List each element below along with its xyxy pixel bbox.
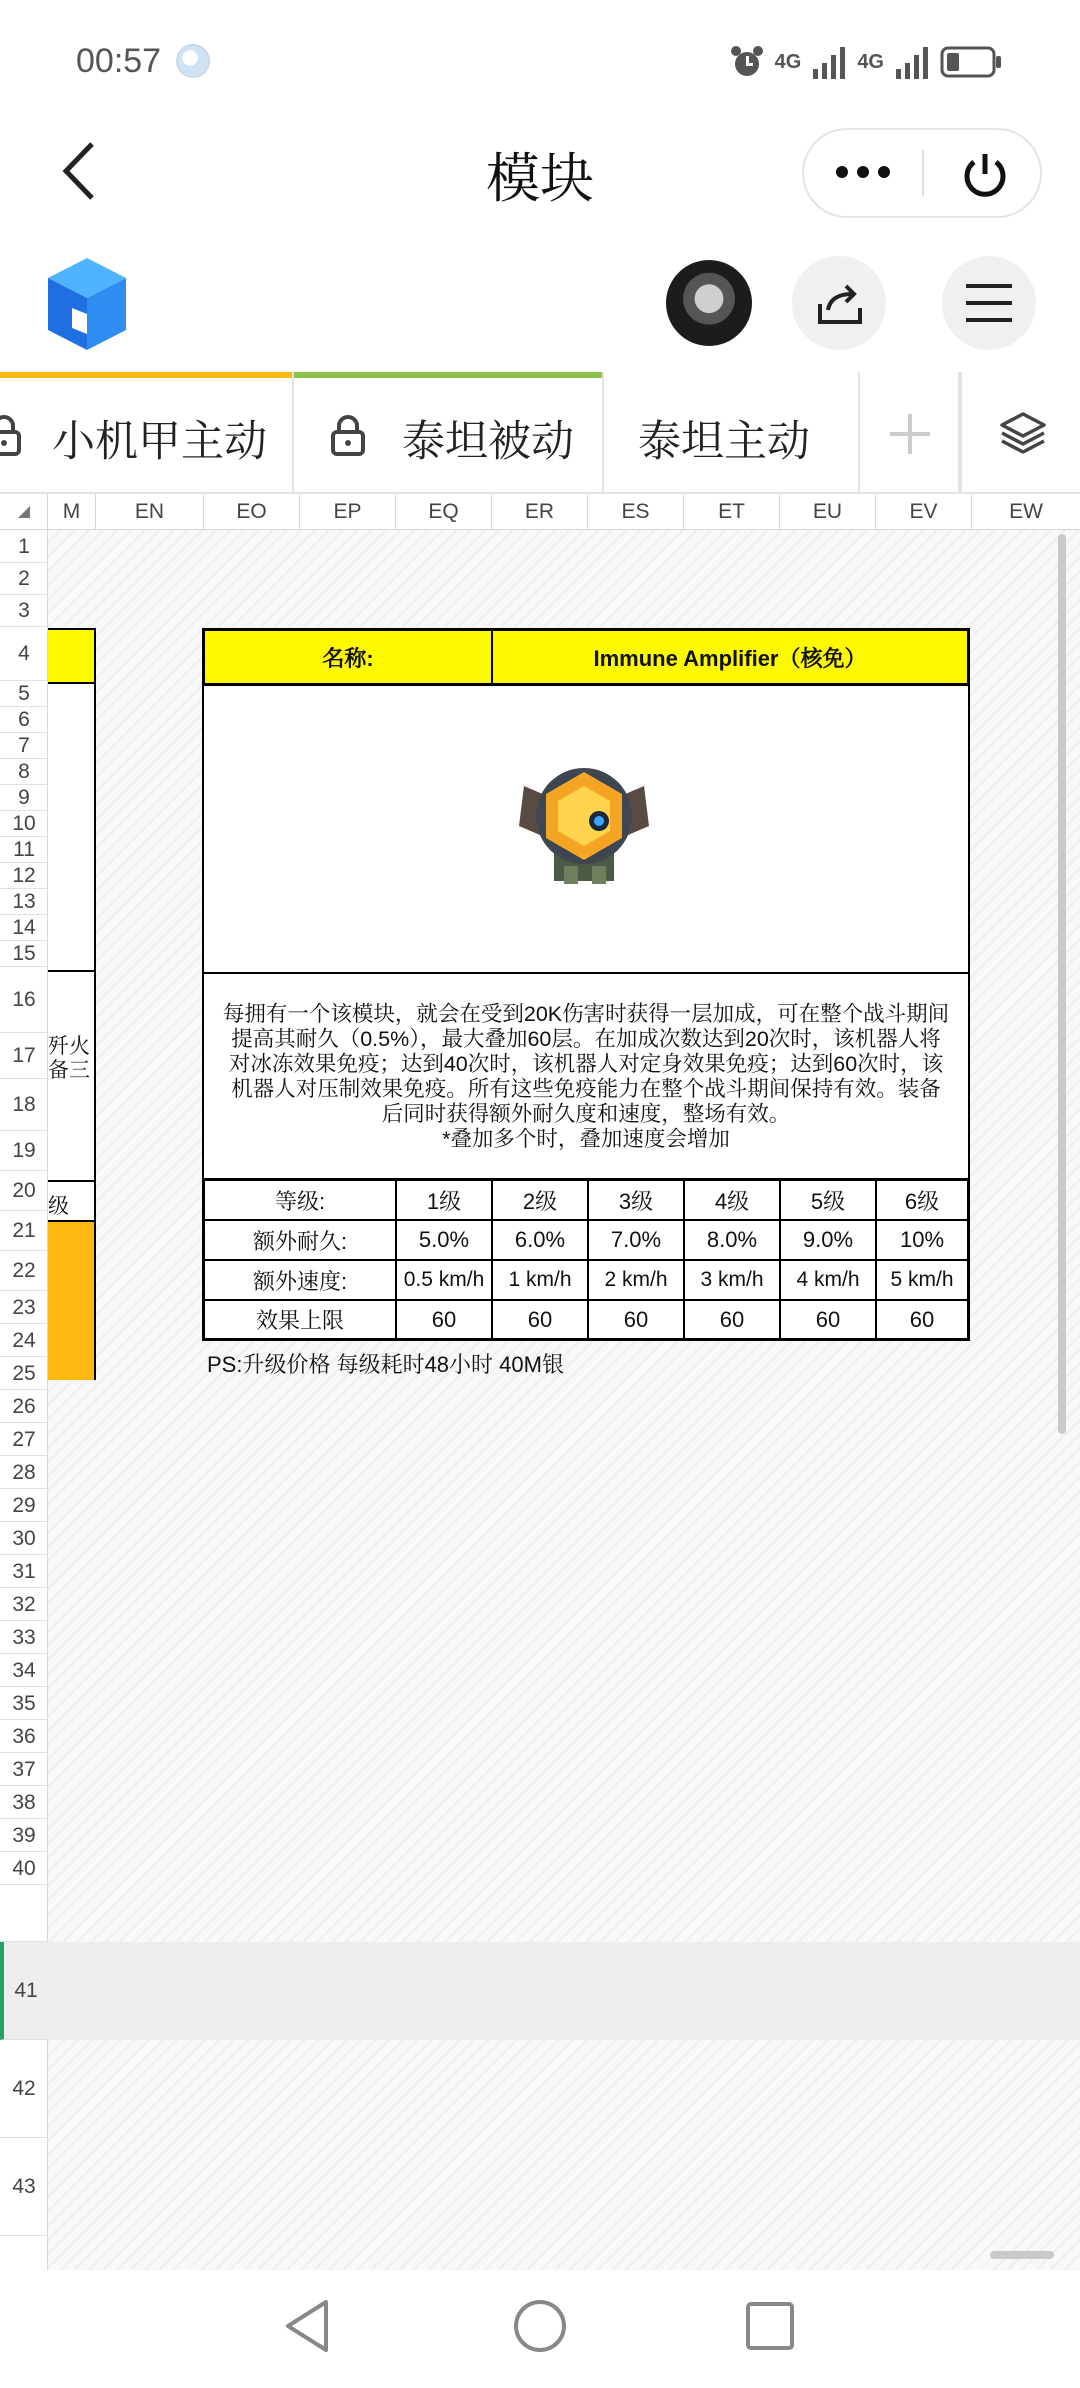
row-number[interactable]: 3 [0,595,48,627]
description-line: *叠加多个时，叠加速度会增加 [442,1127,730,1151]
status-bar [0,0,1080,120]
column-header-cell[interactable]: ER [492,494,588,530]
table-header-cell[interactable]: 6级 [876,1180,968,1220]
row-number[interactable]: 24 [0,1324,48,1357]
table-cell[interactable]: 10% [876,1220,968,1260]
weather-icon [176,44,210,78]
row-number[interactable]: 2 [0,563,48,595]
left-cell-level: 级 [48,1195,69,1218]
row-number[interactable]: 27 [0,1423,48,1456]
system-nav-bar [0,2270,1080,2388]
row-header [0,530,48,2270]
column-header-cell[interactable]: EO [204,494,300,530]
table-header-cell[interactable]: 4级 [684,1180,780,1220]
corner-triangle-icon [16,504,32,520]
tab-titan-active[interactable] [604,372,860,492]
column-header-cell[interactable]: EW [1009,500,1043,523]
table-cell[interactable]: 0.5 km/h [396,1260,492,1300]
table-header-cell[interactable]: 2级 [492,1180,588,1220]
vertical-scrollbar[interactable] [1058,534,1066,1434]
table-cell[interactable]: 8.0% [684,1220,780,1260]
alarm-icon [729,44,765,80]
left-partial-table [48,628,96,1380]
left-orange-cell [48,1220,94,1380]
more-button[interactable] [804,130,922,216]
tab-label: 小机甲主动 [52,418,267,466]
table-cell[interactable]: 额外速度: [204,1260,396,1300]
row-number[interactable]: 30 [0,1522,48,1555]
row-spacer [0,1885,48,1942]
row-number[interactable]: 18 [0,1079,48,1131]
table-cell[interactable]: 60 [588,1300,684,1339]
table-cell[interactable]: 4 km/h [780,1260,876,1300]
select-all-corner[interactable] [0,494,48,530]
table-cell[interactable]: 效果上限 [204,1300,396,1339]
description-cell[interactable] [204,972,968,1151]
name-value-cell[interactable]: Immune Amplifier（核免） [492,630,968,684]
table-cell[interactable]: 5 km/h [876,1260,968,1300]
signal-label-2: 4G [857,50,884,73]
lock-icon [0,414,22,456]
row-number[interactable]: 33 [0,1621,48,1654]
nav-home-icon[interactable] [512,2298,568,2354]
battery-icon [940,45,1002,79]
share-button[interactable] [792,256,886,350]
nav-recents-icon[interactable] [744,2300,796,2352]
row-number[interactable]: 23 [0,1291,48,1324]
description-line: 机器人对压制效果免疫。所有这些免疫能力在整个战斗期间保持有效。装备 [231,1077,941,1101]
table-cell[interactable]: 额外耐久: [204,1220,396,1260]
column-header-cell[interactable]: EN [96,494,204,530]
signal-icon-2 [894,45,930,79]
table-header-cell[interactable]: 1级 [396,1180,492,1220]
column-header-cell[interactable]: ES [588,494,684,530]
horizontal-scrollbar[interactable] [990,2251,1054,2259]
app-logo-icon [42,254,132,354]
table-header-cell[interactable]: 3级 [588,1180,684,1220]
tab-label: 泰坦被动 [402,418,574,466]
table-cell[interactable]: 60 [396,1300,492,1339]
close-button[interactable] [924,130,1040,216]
row-number[interactable]: 16 [0,967,48,1033]
row-number[interactable]: 15 [0,941,48,967]
module-card [202,628,970,1341]
column-header-cell[interactable]: EV [876,494,972,530]
row-number[interactable]: 19 [0,1131,48,1171]
description-line: 提高其耐久（0.5%），最大叠加60层。在加成次数达到20次时，该机器人将 [231,1027,941,1051]
level-table [204,1178,968,1339]
row-number[interactable]: 1 [0,530,48,563]
table-cell[interactable]: 60 [492,1300,588,1339]
left-cell-text-b: 备三 [48,1059,90,1082]
row-number[interactable]: 28 [0,1456,48,1489]
hamburger-icon [966,282,1012,324]
row-number[interactable]: 14 [0,915,48,941]
row-number[interactable]: 34 [0,1654,48,1687]
column-header-cell[interactable]: EP [300,494,396,530]
status-time: 00:57 [76,42,162,80]
tab-titan-passive[interactable] [294,372,604,492]
column-header-cell[interactable]: ET [684,494,780,530]
row-number[interactable]: 25 [0,1357,48,1390]
column-header [0,494,1080,530]
row-number[interactable]: 35 [0,1687,48,1720]
table-cell[interactable]: 60 [876,1300,968,1339]
more-dots-icon [834,162,892,182]
status-icons [729,44,1002,80]
row-number[interactable]: 20 [0,1171,48,1211]
row-number[interactable]: 8 [0,759,48,785]
table-cell[interactable]: 2 km/h [588,1260,684,1300]
row-number[interactable]: 13 [0,889,48,915]
name-label-cell[interactable]: 名称: [204,630,492,684]
nav-back-icon[interactable] [282,2298,334,2354]
row-number[interactable]: 22 [0,1251,48,1291]
row-number[interactable]: 21 [0,1211,48,1251]
column-header-cell[interactable]: EU [780,494,876,530]
table-cell[interactable]: 5.0% [396,1220,492,1260]
table-cell[interactable]: 60 [780,1300,876,1339]
share-icon [814,278,866,330]
row-number[interactable]: 42 [0,2040,48,2138]
lock-icon [330,414,366,456]
row-number[interactable]: 5 [0,681,48,707]
table-header-cell[interactable]: 等级: [204,1180,396,1220]
tab-small-mech-active[interactable] [0,372,294,492]
menu-button[interactable] [942,256,1036,350]
row-number[interactable]: 36 [0,1720,48,1753]
row-number[interactable]: 38 [0,1786,48,1819]
column-header-cell[interactable]: EQ [396,494,492,530]
description-line: 对冰冻效果免疫；达到40次时，该机器人对定身效果免疫；达到60次时，该 [228,1052,944,1076]
add-sheet-button[interactable] [860,372,960,492]
table-cell[interactable]: 7.0% [588,1220,684,1260]
row-number-selected[interactable]: 41 [0,1942,48,2040]
row-number[interactable]: 39 [0,1819,48,1852]
row-number[interactable]: 6 [0,707,48,733]
row-number[interactable]: 29 [0,1489,48,1522]
avatar[interactable] [666,260,752,346]
row-number[interactable]: 4 [0,627,48,681]
signal-icon-1 [811,45,847,79]
table-cell[interactable]: 9.0% [780,1220,876,1260]
row-number[interactable]: 10 [0,811,48,837]
row-number[interactable]: 32 [0,1588,48,1621]
table-cell[interactable]: 60 [684,1300,780,1339]
left-divider [48,1180,94,1182]
row-number[interactable]: 9 [0,785,48,811]
tab-label: 泰坦主动 [638,418,810,466]
description-line: 后同时获得额外耐久度和速度，整场有效。 [381,1102,791,1126]
row-number[interactable]: 40 [0,1852,48,1885]
table-cell[interactable]: 3 km/h [684,1260,780,1300]
description-line: 每拥有一个该模块，就会在受到20K伤害时获得一层加成，可在整个战斗期间 [222,1002,950,1026]
sheet-tabs [0,372,1080,494]
mini-program-capsule [802,128,1042,218]
layers-icon [998,408,1048,458]
row-number[interactable]: 26 [0,1390,48,1423]
row-number[interactable]: 12 [0,863,48,889]
row-number[interactable]: 17 [0,1033,48,1079]
sheets-list-button[interactable] [960,372,1080,492]
row-number[interactable]: 11 [0,837,48,863]
selected-row-highlight [48,1942,1080,2040]
column-header-cell[interactable]: M [48,494,96,530]
page-title: 模块 [486,149,594,209]
row-number[interactable]: 31 [0,1555,48,1588]
row-number[interactable]: 7 [0,733,48,759]
table-cell[interactable]: 1 km/h [492,1260,588,1300]
left-cell-text-a: 歼火 [48,1035,90,1058]
module-image-cell[interactable] [204,684,968,972]
table-header-cell[interactable]: 5级 [780,1180,876,1220]
left-yellow-cell [48,630,94,684]
table-cell[interactable]: 6.0% [492,1220,588,1260]
power-icon [960,150,1010,200]
row-number[interactable]: 43 [0,2138,48,2236]
row-number[interactable]: 37 [0,1753,48,1786]
plus-icon [888,412,932,456]
signal-label-1: 4G [774,50,802,73]
ps-note[interactable]: PS:升级价格 每级耗时48小时 40M银 [207,1352,564,1377]
module-image [504,746,664,896]
left-divider [48,970,94,972]
